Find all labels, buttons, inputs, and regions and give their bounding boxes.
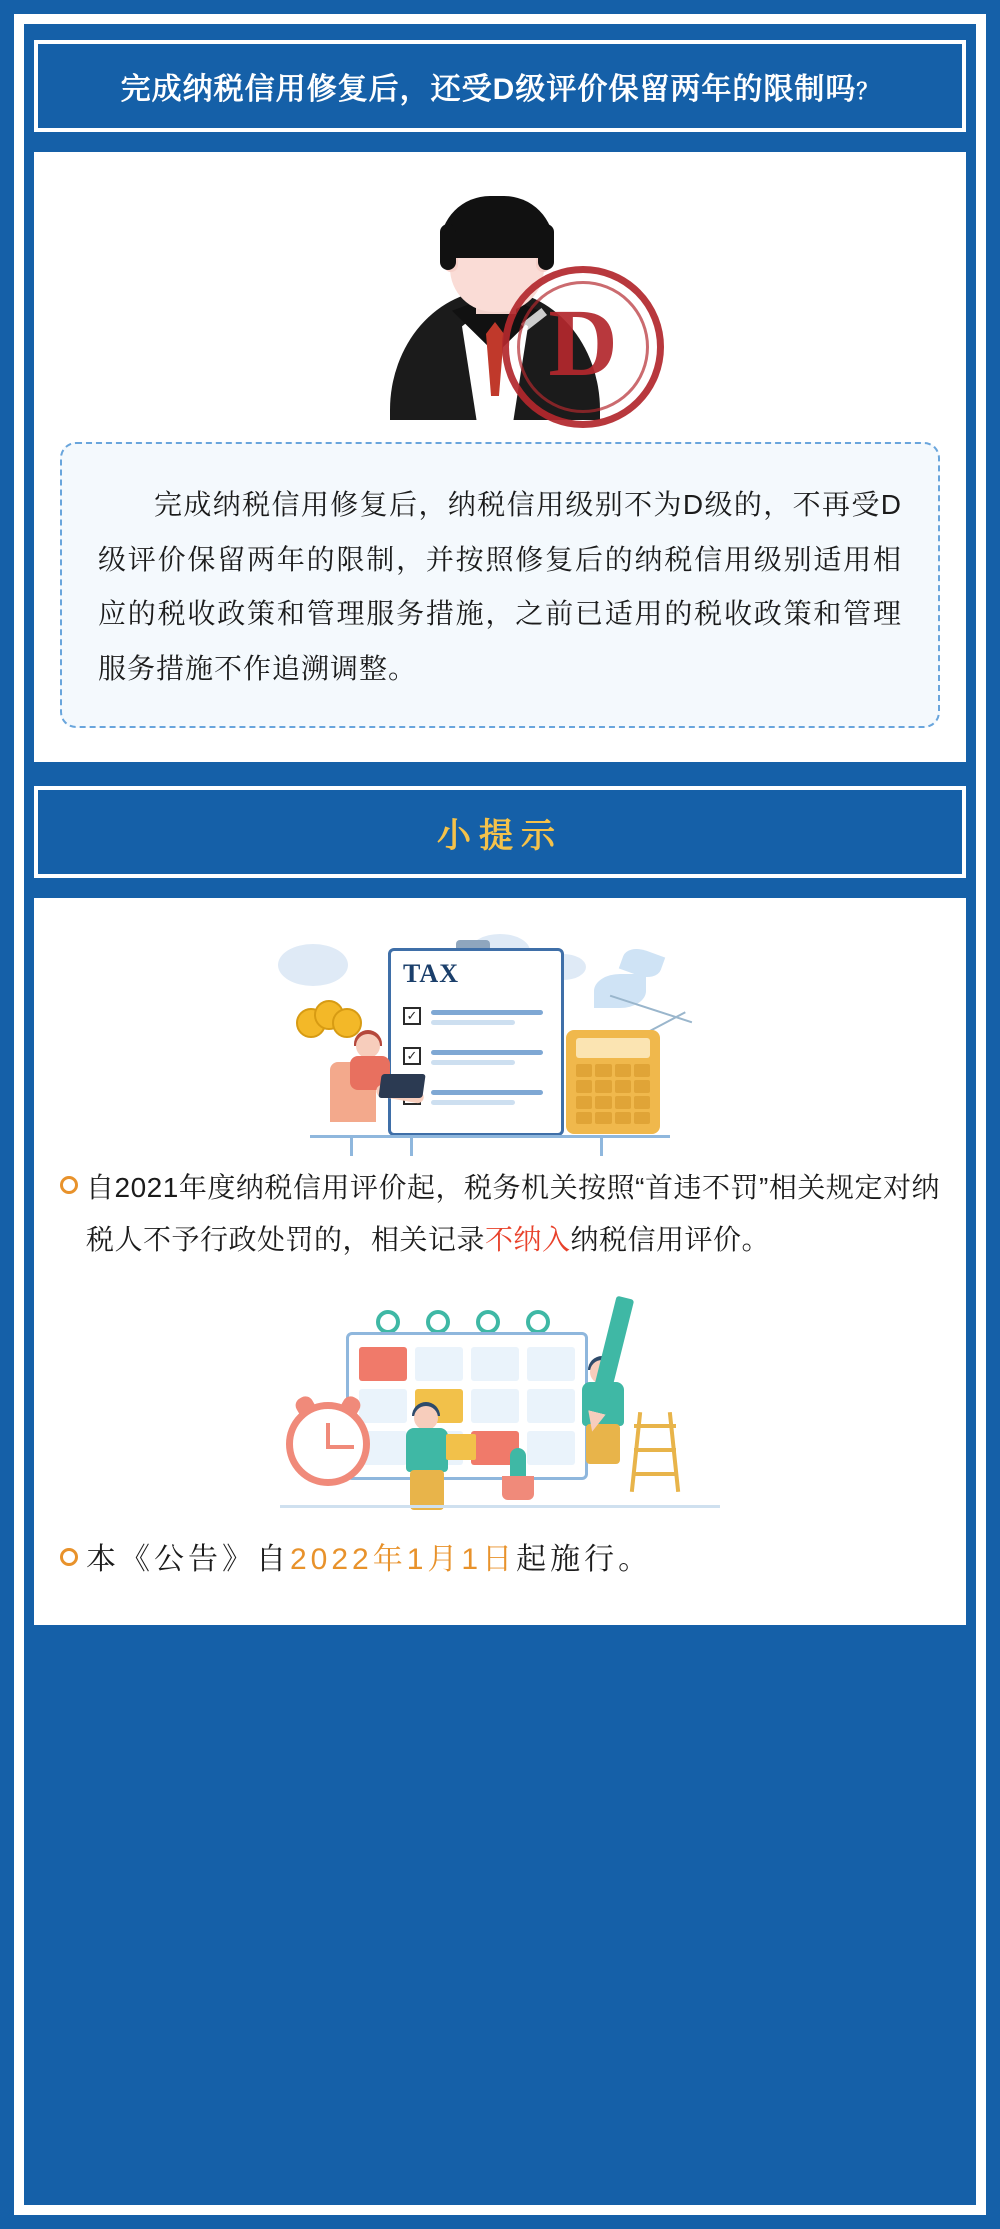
tip-text-after: 纳税信用评价。 bbox=[570, 1224, 771, 1256]
calculator-keys bbox=[576, 1064, 650, 1124]
floor-line bbox=[280, 1505, 720, 1508]
answer-paragraph: 完成纳税信用修复后，纳税信用级别不为D级的，不再受D级评价保留两年的限制，并按照修复后的纳税信用级别适用相应的税收政策和管理服务措施，之前已适用的税收政策和管理服务措施不作追溯调整。 bbox=[98, 489, 902, 684]
tip-item-text bbox=[86, 1162, 940, 1266]
stamp-nick-bottom bbox=[624, 362, 647, 380]
ladder-rung bbox=[634, 1472, 676, 1476]
ladder-rung bbox=[634, 1448, 676, 1452]
ladder-icon bbox=[628, 1412, 684, 1492]
answer-panel bbox=[34, 152, 966, 762]
floor-tick bbox=[600, 1138, 603, 1156]
seated-person-with-laptop bbox=[326, 1034, 446, 1134]
floor-tick bbox=[350, 1138, 353, 1156]
worker-head bbox=[414, 1406, 438, 1430]
checkbox-checked-icon: ✓ bbox=[403, 1047, 421, 1065]
cactus bbox=[510, 1448, 526, 1478]
effective-date-value: 2022年1月1日 bbox=[290, 1542, 517, 1576]
laptop-icon bbox=[378, 1074, 425, 1098]
effective-date-text bbox=[86, 1534, 652, 1585]
effective-date-suffix: 起施行。 bbox=[516, 1542, 653, 1576]
tip-item bbox=[60, 1162, 940, 1266]
calculator-icon bbox=[566, 1030, 660, 1134]
calendar-ring bbox=[476, 1310, 500, 1334]
answer-dashed-box bbox=[60, 442, 940, 728]
page-title-bar bbox=[34, 40, 966, 132]
effective-date-item bbox=[60, 1534, 940, 1585]
page-title bbox=[121, 64, 880, 108]
calendar-ring bbox=[376, 1310, 400, 1334]
avatar-hair-side-right bbox=[538, 224, 554, 270]
calendar-deadline-illustration bbox=[280, 1302, 720, 1512]
stamp-nick-top bbox=[521, 308, 547, 331]
worker-legs bbox=[586, 1424, 620, 1464]
tip-text-before: 自2021年度纳税信用评价起，税务机关按照“首违不罚”相关规定对纳税人不予行政处罚的，相关记录 bbox=[86, 1172, 940, 1256]
clipboard-title: TAX bbox=[403, 959, 459, 989]
checkbox-checked-icon: ✓ bbox=[403, 1007, 421, 1025]
decor-branch-1 bbox=[610, 995, 692, 1023]
clock-bell-left bbox=[293, 1393, 316, 1414]
flower-pot bbox=[502, 1476, 534, 1500]
avatar-with-d-stamp-illustration bbox=[340, 182, 660, 422]
checklist-line-primary bbox=[431, 1010, 543, 1015]
tax-checklist-illustration bbox=[270, 930, 730, 1140]
decor-blob-1 bbox=[278, 944, 348, 986]
tip-section-header bbox=[34, 786, 966, 878]
potted-cactus-icon bbox=[496, 1442, 540, 1500]
alarm-clock-icon bbox=[286, 1402, 370, 1486]
checklist-line-secondary bbox=[431, 1020, 515, 1025]
floor-tick bbox=[410, 1138, 413, 1156]
page-title-text: 完成纳税信用修复后，还受D级评价保留两年的限制吗 bbox=[120, 73, 857, 106]
tip-section-label: 小提示 bbox=[437, 816, 563, 855]
tip-text-highlight: 不纳入 bbox=[485, 1224, 571, 1256]
calendar-ring bbox=[526, 1310, 550, 1334]
effective-date-prefix: 本《公告》自 bbox=[86, 1542, 290, 1576]
worker-left bbox=[390, 1406, 476, 1510]
bullet-circle-icon bbox=[60, 1548, 78, 1566]
floor-line bbox=[310, 1135, 670, 1138]
person-head bbox=[356, 1034, 380, 1058]
avatar-hair bbox=[440, 196, 554, 258]
stamp-letter: D bbox=[548, 289, 618, 396]
sticky-note-icon bbox=[446, 1434, 476, 1460]
checklist-line-primary bbox=[431, 1050, 543, 1055]
checklist-row bbox=[403, 1007, 547, 1029]
ladder-rung bbox=[634, 1424, 676, 1428]
checklist-line-primary bbox=[431, 1090, 543, 1095]
calculator-screen bbox=[576, 1038, 650, 1058]
calendar-ring bbox=[426, 1310, 450, 1334]
page-title-question-mark: ？ bbox=[856, 79, 880, 104]
avatar-hair-side-left bbox=[440, 224, 456, 270]
tips-panel bbox=[34, 898, 966, 1625]
bullet-circle-icon bbox=[60, 1176, 78, 1194]
grade-d-stamp-icon bbox=[502, 266, 664, 428]
worker-legs bbox=[410, 1470, 444, 1510]
worker-torso bbox=[406, 1428, 448, 1472]
